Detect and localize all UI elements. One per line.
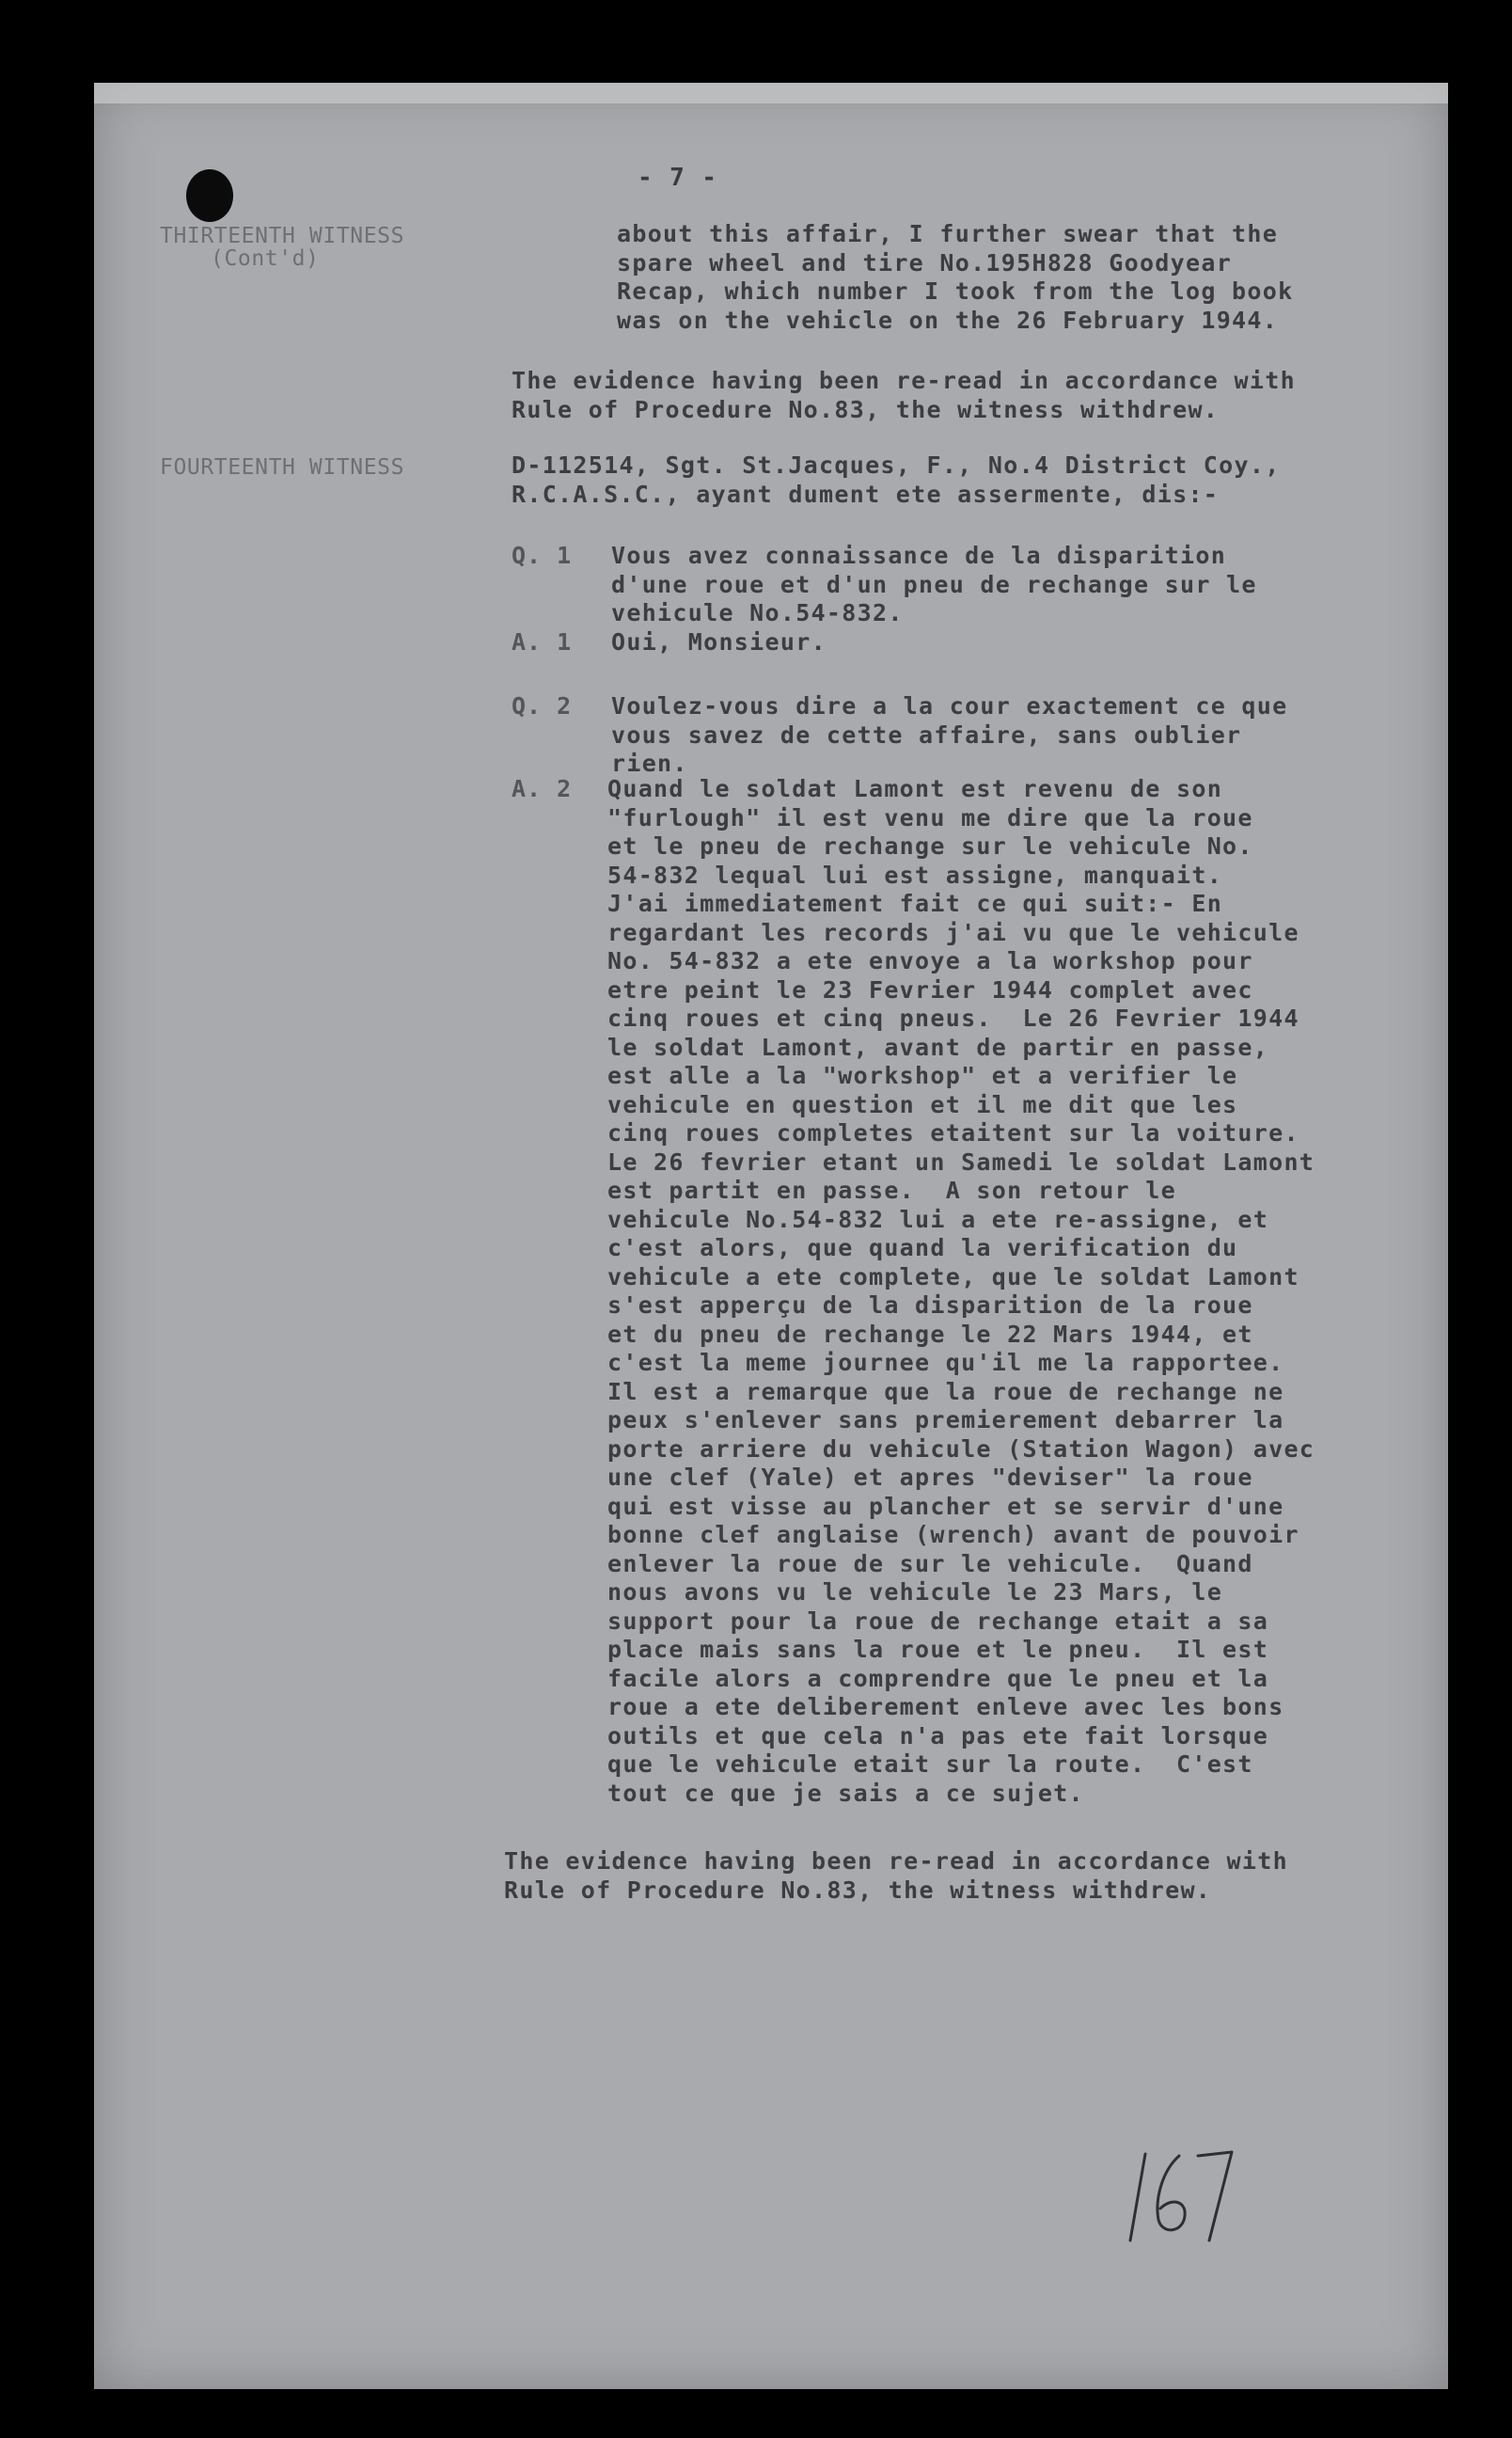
text-line: et du pneu de rechange le 22 Mars 1944, et [607,1320,1253,1348]
text-line: etre peint le 23 Fevrier 1944 complet avec [607,975,1253,1004]
text-line: roue a ete deliberement enleve avec les bons [607,1693,1284,1720]
q2-text [611,692,1287,779]
thirteenth-witness-text [617,220,1293,335]
text-line: Rule of Procedure No.83, the witness withdrew. [504,1876,1212,1904]
text-line: J'ai immediatement fait ce qui suit:- En [607,890,1223,917]
text-line: about this affair, I further swear that the [617,220,1279,247]
text-line: outils et que cela n'a pas ete fait lorsque [607,1721,1269,1749]
text-line: vehicule No.54-832. [611,599,904,626]
text-line: vous savez de cette affaire, sans oublier [611,720,1242,749]
text-line: que le vehicule etait sur la route. C'est [607,1750,1253,1778]
text-line: vehicule en question et il me dit que les [607,1090,1238,1118]
a1-marker: A. 1 [512,628,573,656]
a2-marker: A. 2 [512,775,573,802]
fourteenth-witness-intro [512,451,1281,509]
text-line: porte arriere du vehicule (Station Wagon) avec [607,1434,1315,1463]
fourteenth-witness-label: FOURTEENTH WITNESS [160,455,405,480]
text-line: "furlough" il est venu me dire que la roue [607,803,1253,831]
page-top-edge [94,83,1448,103]
text-line: was on the vehicle on the 26 February 1944. [617,306,1279,334]
text-line: Rule of Procedure No.83, the witness withdrew. [512,395,1220,423]
text-line: place mais sans la roue et le pneu. Il est [607,1636,1269,1663]
text-line: rien. [611,750,688,777]
text-line: D-112514, Sgt. St.Jacques, F., No.4 District Coy., [512,451,1281,479]
text-line: peux s'enlever sans premierement debarrer la [607,1406,1284,1433]
text-line: est alle a la "workshop" et a verifier le [607,1062,1238,1089]
text-line: 54-832 lequal lui est assigne, manquait. [607,861,1223,889]
text-line: support pour la roue de rechange etait a sa [607,1607,1269,1635]
handwritten-page-number [1117,2143,1239,2246]
text-line: The evidence having been re-read in accordance with [504,1847,1288,1875]
text-line: c'est la meme journee qu'il me la rapportee. [607,1349,1284,1376]
text-line: The evidence having been re-read in accordance with [512,367,1296,394]
text-line: spare wheel and tire No.195H828 Goodyear [617,248,1233,277]
text-line: No. 54-832 a ete envoye a la workshop pour [607,947,1253,974]
text-line: bonne clef anglaise (wrench) avant de pouvoir [607,1521,1299,1548]
document-page [94,83,1448,2389]
text-line: regardant les records j'ai vu que le vehicule [607,918,1299,946]
text-line: enlever la roue de sur le vehicule. Quand [607,1549,1253,1577]
text-line: vehicule No.54-832 lui a ete re-assigne, et [607,1205,1269,1233]
a2-text [607,775,1315,1808]
text-line: une clef (Yale) et apres "deviser" la roue [607,1464,1253,1491]
q1-marker: Q. 1 [512,542,573,569]
text-line: cinq roues completes etaitent sur la voiture. [607,1119,1299,1147]
text-line: Voulez-vous dire a la cour exactement ce que [611,692,1288,720]
punch-hole [186,169,233,222]
text-line: et le pneu de rechange sur le vehicule No. [607,832,1253,860]
text-line: Oui, Monsieur. [611,628,827,656]
thirteenth-witness-contd: (Cont'd) [211,246,320,271]
text-line: qui est visse au plancher et se servir d'une [607,1492,1284,1520]
text-line: Le 26 fevrier etant un Samedi le soldat Lamont [607,1148,1315,1176]
text-line: Vous avez connaissance de la disparition [611,542,1227,569]
text-line: Quand le soldat Lamont est revenu de son [607,775,1223,802]
thirteenth-witness-label: THIRTEENTH WITNESS [160,224,405,248]
text-line: Recap, which number I took from the log book [617,277,1294,305]
text-line: tout ce que je sais a ce sujet. [607,1779,1084,1807]
text-line: R.C.A.S.C., ayant dument ete assermente, dis:- [512,480,1220,508]
text-line: s'est apperçu de la disparition de la roue [607,1291,1253,1319]
q1-text [611,542,1257,628]
q2-marker: Q. 2 [512,692,573,720]
reread-statement-2 [504,1847,1288,1905]
text-line: facile alors a comprendre que le pneu et la [607,1664,1269,1692]
text-line: Il est a remarque que la roue de rechange ne [607,1377,1284,1405]
text-line: nous avons vu le vehicule le 23 Mars, le [607,1578,1223,1606]
text-line: vehicule a ete complete, que le soldat Lamont [607,1262,1299,1290]
text-line: d'une roue et d'un pneu de rechange sur le [611,570,1257,598]
text-line: est partit en passe. A son retour le [607,1177,1176,1204]
a1-text [611,628,827,657]
reread-statement-1 [512,367,1296,424]
page-number: - 7 - [638,164,718,192]
text-line: cinq roues et cinq pneus. Le 26 Fevrier 1944 [607,1005,1299,1032]
text-line: le soldat Lamont, avant de partir en passe, [607,1033,1269,1061]
text-line: c'est alors, que quand la verification du [607,1234,1238,1261]
